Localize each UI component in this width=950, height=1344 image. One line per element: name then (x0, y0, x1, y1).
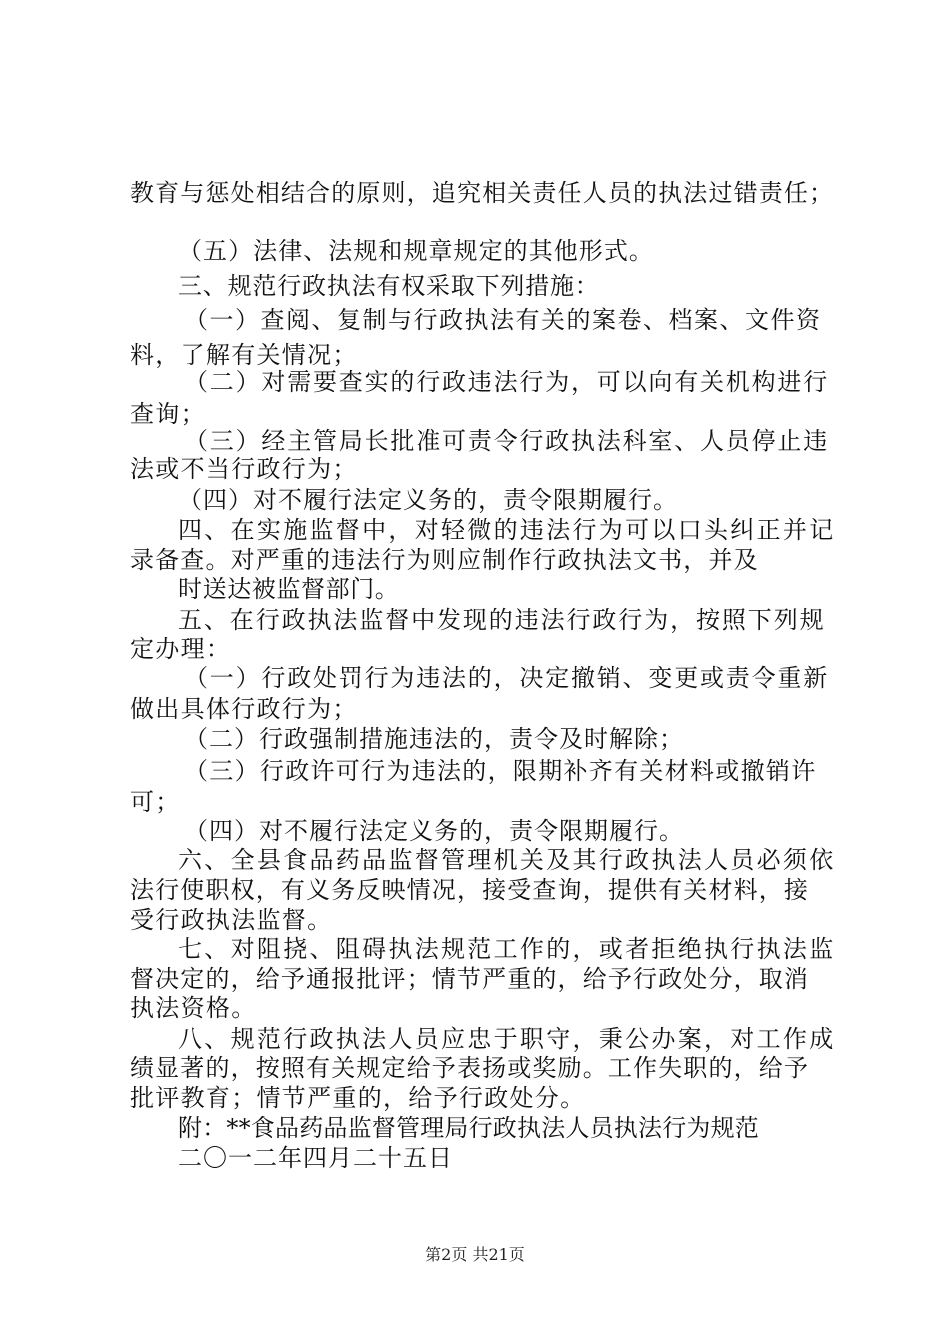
text-line: 录备查。对严重的违法行为则应制作行政执法文书，并及 (130, 546, 759, 574)
text-line: 执法资格。 (130, 994, 257, 1022)
text-line: 五、在行政执法监督中发现的违法行政行为，按照下列规 (178, 606, 826, 634)
text-line: 四、在实施监督中，对轻微的违法行为可以口头纠正并记 (178, 516, 836, 544)
text-line: 八、规范行政执法人员应忠于职守，秉公办案，对工作成 (178, 1025, 836, 1053)
text-line: 三、规范行政执法有权采取下列措施： (178, 272, 600, 300)
text-line: 料，了解有关情况； (130, 341, 358, 369)
text-line: 绩显著的，按照有关规定给予表扬或奖励。工作失职的，给予 (130, 1054, 810, 1082)
text-line: （二）对需要查实的行政违法行为，可以向有关机构进行 (184, 368, 829, 396)
text-line: 附：**食品药品监督管理局行政执法人员执法行为规范 (178, 1114, 759, 1142)
text-line: （四）对不履行法定义务的，责令限期履行。 (184, 817, 684, 845)
text-line: 定办理： (130, 635, 232, 663)
text-line: 受行政执法监督。 (130, 906, 333, 934)
text-line: 督决定的，给予通报批评；情节严重的，给予行政处分，取消 (130, 965, 810, 993)
text-line: （一）查阅、复制与行政执法有关的案卷、档案、文件资 (184, 306, 822, 334)
text-line: 七、对阻挠、阻碍执法规范工作的，或者拒绝执行执法监 (178, 935, 836, 963)
text-line: 法行使职权，有义务反映情况，接受查询，提供有关材料，接 (130, 876, 810, 904)
text-line: 批评教育；情节严重的，给予行政处分。 (130, 1084, 586, 1112)
page-number-footer: 第2页 共21页 (425, 1245, 525, 1264)
text-line: 二〇一二年四月二十五日 (178, 1144, 453, 1172)
text-line: （五）法律、法规和规章规定的其他形式。 (178, 237, 654, 265)
text-line: （三）行政许可行为违法的，限期补齐有关材料或撤销许 (184, 757, 817, 785)
text-line: 查询； (130, 400, 206, 428)
text-line: 时送达被监督部门。 (178, 575, 400, 603)
text-line: 做出具体行政行为； (130, 695, 358, 723)
text-line: （一）行政处罚行为违法的，决定撤销、变更或责令重新 (184, 664, 829, 692)
text-line: （三）经主管局长批准可责令行政执法科室、人员停止违 (184, 427, 829, 455)
text-line: 六、全县食品药品监督管理机关及其行政执法人员必须依 (178, 846, 836, 874)
text-line: 法或不当行政行为； (130, 455, 358, 483)
text-line: （四）对不履行法定义务的，责令限期履行。 (178, 486, 678, 514)
text-line: 可； (130, 788, 181, 816)
text-line: 教育与惩处相结合的原则，追究相关责任人员的执法过错责任； (130, 179, 835, 207)
text-line: （二）行政强制措施违法的，责令及时解除； (184, 725, 684, 753)
